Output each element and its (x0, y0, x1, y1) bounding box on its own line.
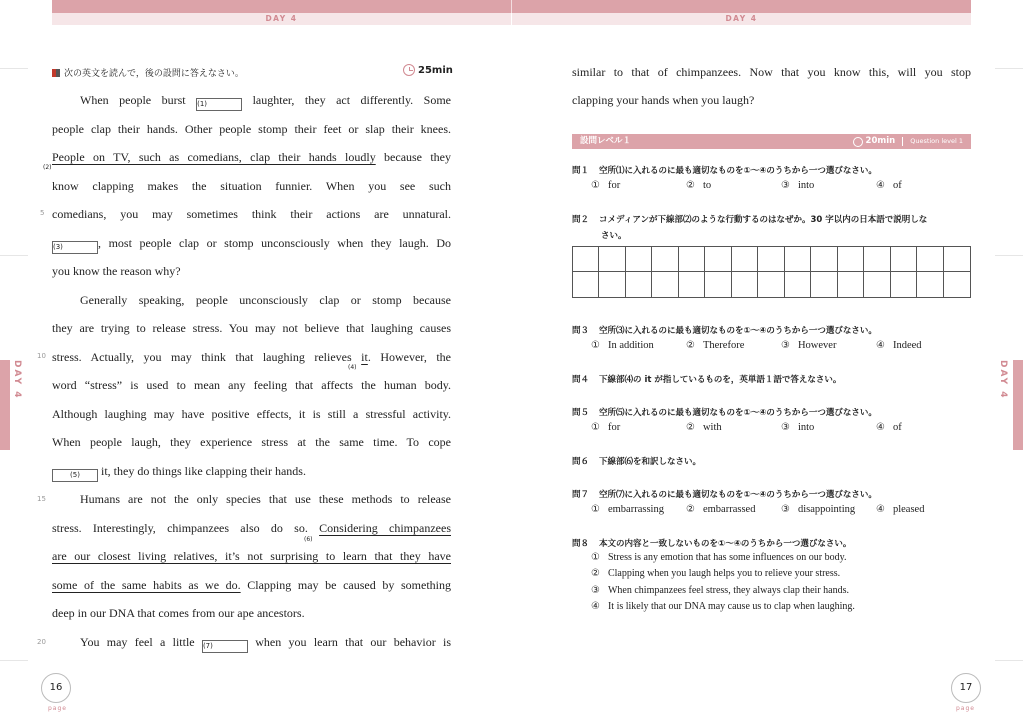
option[interactable]: ② Therefore (686, 340, 745, 351)
grid-cell[interactable] (891, 247, 917, 272)
question-7: 問７ 空所⑺に入れるのに最も適切なものを①〜④のうちから一つ選びなさい。 (572, 490, 877, 500)
passage-line: You may feel a little (7) when you learn that our behavior is (52, 634, 451, 653)
passage-line: (5) it, they do things like clapping their hands. (52, 463, 451, 482)
grid-cell[interactable] (626, 247, 652, 272)
statement-option[interactable]: ③ When chimpanzees feel stress, they always clap their hands. (591, 585, 849, 596)
underlined-phrase: it (361, 350, 368, 364)
answer-blank: (3) (52, 241, 98, 254)
grid-cell[interactable] (758, 272, 784, 297)
grid-cell[interactable] (891, 272, 917, 297)
day-header-left: DAY 4 (52, 13, 511, 25)
grid-cell[interactable] (573, 247, 599, 272)
underlined-phrase: are our closest living relatives, it’s not surprising to learn that they have (52, 549, 451, 563)
day-header-right: DAY 4 (512, 13, 971, 25)
grid-cell[interactable] (944, 272, 970, 297)
option[interactable]: ③ into (781, 422, 815, 433)
grid-cell[interactable] (599, 247, 625, 272)
underlined-phrase: Considering chimpanzees (319, 521, 451, 535)
answer-blank: (1) (196, 98, 242, 111)
passage-line: stress. Actually, you may think that laughing relieves it. However, the (52, 350, 451, 364)
option[interactable]: ① In addition (591, 340, 654, 351)
option[interactable]: ④ pleased (876, 504, 925, 515)
grid-cell[interactable] (917, 247, 943, 272)
underline-mark-2: (2) (43, 164, 52, 171)
grid-cell[interactable] (732, 247, 758, 272)
passage-line: comedians, you may sometimes think their actions are unnatural. (52, 207, 451, 221)
underlined-phrase: some of the same habits as we do. (52, 578, 241, 592)
question-6: 問６ 下線部⑹を和訳しなさい。 (572, 457, 702, 467)
line-number: 10 (37, 352, 46, 360)
passage-line: people clap their hands. Other people stomp their feet or slap their knees. (52, 122, 451, 136)
passage-line: clapping your hands when you laugh? (572, 93, 755, 107)
option[interactable]: ④ of (876, 422, 902, 433)
grid-cell[interactable] (944, 247, 970, 272)
question-4: 問４ 下線部⑷の it が指しているものを，英単語１語で答えなさい。 (572, 375, 842, 385)
option[interactable]: ④ Indeed (876, 340, 922, 351)
grid-cell[interactable] (705, 272, 731, 297)
passage-line: stress. Interestingly, chimpanzees also do so. Considering chimpanzees (52, 521, 451, 535)
passage-line (52, 548, 451, 564)
grid-cell[interactable] (811, 247, 837, 272)
side-tab-left (0, 360, 10, 450)
grid-cell[interactable] (917, 272, 943, 297)
side-label-right: DAY 4 (998, 360, 1008, 400)
page-label-right: page (956, 705, 975, 712)
grid-cell[interactable] (838, 247, 864, 272)
passage-line: they are trying to release stress. You may not believe that laughing causes (52, 321, 451, 335)
passage-line: When people burst (1) laughter, they act differently. Some (52, 92, 451, 111)
answer-blank: (5) (52, 469, 98, 482)
grid-cell[interactable] (573, 272, 599, 297)
side-tab-right (1013, 360, 1023, 450)
passage-line: Humans are not the only species that use these methods to release (80, 492, 451, 506)
grid-cell[interactable] (732, 272, 758, 297)
grid-cell[interactable] (864, 247, 890, 272)
answer-blank: (7) (202, 640, 248, 653)
underline-mark-6: (6) (304, 536, 313, 543)
question-2: 問２ コメディアンが下線部⑵のような行動するのはなぜか。30 字以内の日本語で説明しな (572, 215, 928, 225)
page-label-left: page (48, 705, 67, 712)
answer-grid[interactable] (572, 246, 971, 298)
passage-line: know clapping makes the situation funnier. When you see such (52, 179, 451, 193)
question-1: 問１ 空所⑴に入れるのに最も適切なものを①〜④のうちから一つ選びなさい。 (572, 166, 877, 176)
section-marker-icon (52, 69, 60, 77)
grid-cell[interactable] (679, 247, 705, 272)
grid-cell[interactable] (652, 272, 678, 297)
passage-line: Although laughing may have positive effects, it is still a stressful activity. (52, 407, 451, 421)
option[interactable]: ② to (686, 180, 712, 191)
option[interactable]: ③ However (781, 340, 837, 351)
passage-line: Generally speaking, people unconsciously clap or stomp because (80, 293, 451, 307)
passage-line: some of the same habits as we do. Clapping may be caused by something (52, 578, 451, 592)
passage-line: (3) , most people clap or stomp unconsciously when they laugh. Do (52, 235, 451, 254)
option[interactable]: ① embarrassing (591, 504, 664, 515)
option[interactable]: ② with (686, 422, 722, 433)
grid-cell[interactable] (785, 247, 811, 272)
page-number-left: 16 (41, 673, 71, 703)
instruction: 次の英文を読んで，後の設問に答えなさい。 (52, 66, 244, 79)
question-text-cont: さい。 (601, 231, 627, 241)
option[interactable]: ③ disappointing (781, 504, 856, 515)
line-number: 15 (37, 495, 46, 503)
passage-line: deep in our DNA that comes from our ape ancestors. (52, 606, 305, 620)
side-label-left: DAY 4 (12, 360, 22, 400)
passage-line: you know the reason why? (52, 264, 181, 278)
statement-option[interactable]: ① Stress is any emotion that has some influences on our body. (591, 552, 847, 563)
grid-cell[interactable] (652, 247, 678, 272)
option[interactable]: ① for (591, 422, 621, 433)
question-5: 問５ 空所⑸に入れるのに最も適切なものを①〜④のうちから一つ選びなさい。 (572, 408, 877, 418)
grid-cell[interactable] (838, 272, 864, 297)
option[interactable]: ③ into (781, 180, 815, 191)
grid-cell[interactable] (705, 247, 731, 272)
grid-cell[interactable] (758, 247, 784, 272)
line-number: 20 (37, 638, 46, 646)
page-number-right: 17 (951, 673, 981, 703)
passage-line: When people laugh, they experience stress at the same time. To cope (52, 435, 451, 449)
grid-cell[interactable] (599, 272, 625, 297)
underlined-phrase: People on TV, such as comedians, clap their hands loudly (52, 150, 376, 164)
passage-line: similar to that of chimpanzees. Now that you know this, will you stop (572, 65, 971, 79)
statement-option[interactable]: ④ It is likely that our DNA may cause us to clap when laughing. (591, 601, 855, 612)
grid-cell[interactable] (626, 272, 652, 297)
line-number: 5 (40, 209, 45, 217)
question-3: 問３ 空所⑶に入れるのに最も適切なものを①〜④のうちから一つ選びなさい。 (572, 326, 877, 336)
underline-mark-4: (4) (348, 364, 357, 371)
reading-timer: 25min (403, 64, 453, 76)
top-band (52, 0, 971, 13)
option[interactable]: ① for (591, 180, 621, 191)
passage-line: word “stress” is used to mean any feeling that affects the human body. (52, 378, 451, 392)
option[interactable]: ② embarrassed (686, 504, 756, 515)
option[interactable]: ④ of (876, 180, 902, 191)
question-8: 問８ 本文の内容と一致しないものを①〜④のうちから一つ選びなさい。 (572, 539, 852, 549)
grid-cell[interactable] (864, 272, 890, 297)
passage-line: People on TV, such as comedians, clap their hands loudly because they (52, 150, 451, 164)
grid-cell[interactable] (785, 272, 811, 297)
clock-icon (403, 64, 415, 76)
grid-cell[interactable] (811, 272, 837, 297)
question-level-bar: 設問レベル１ 20min Question level 1 (572, 134, 971, 149)
clock-icon (853, 137, 863, 147)
grid-cell[interactable] (679, 272, 705, 297)
statement-option[interactable]: ② Clapping when you laugh helps you to relieve your stress. (591, 568, 841, 579)
